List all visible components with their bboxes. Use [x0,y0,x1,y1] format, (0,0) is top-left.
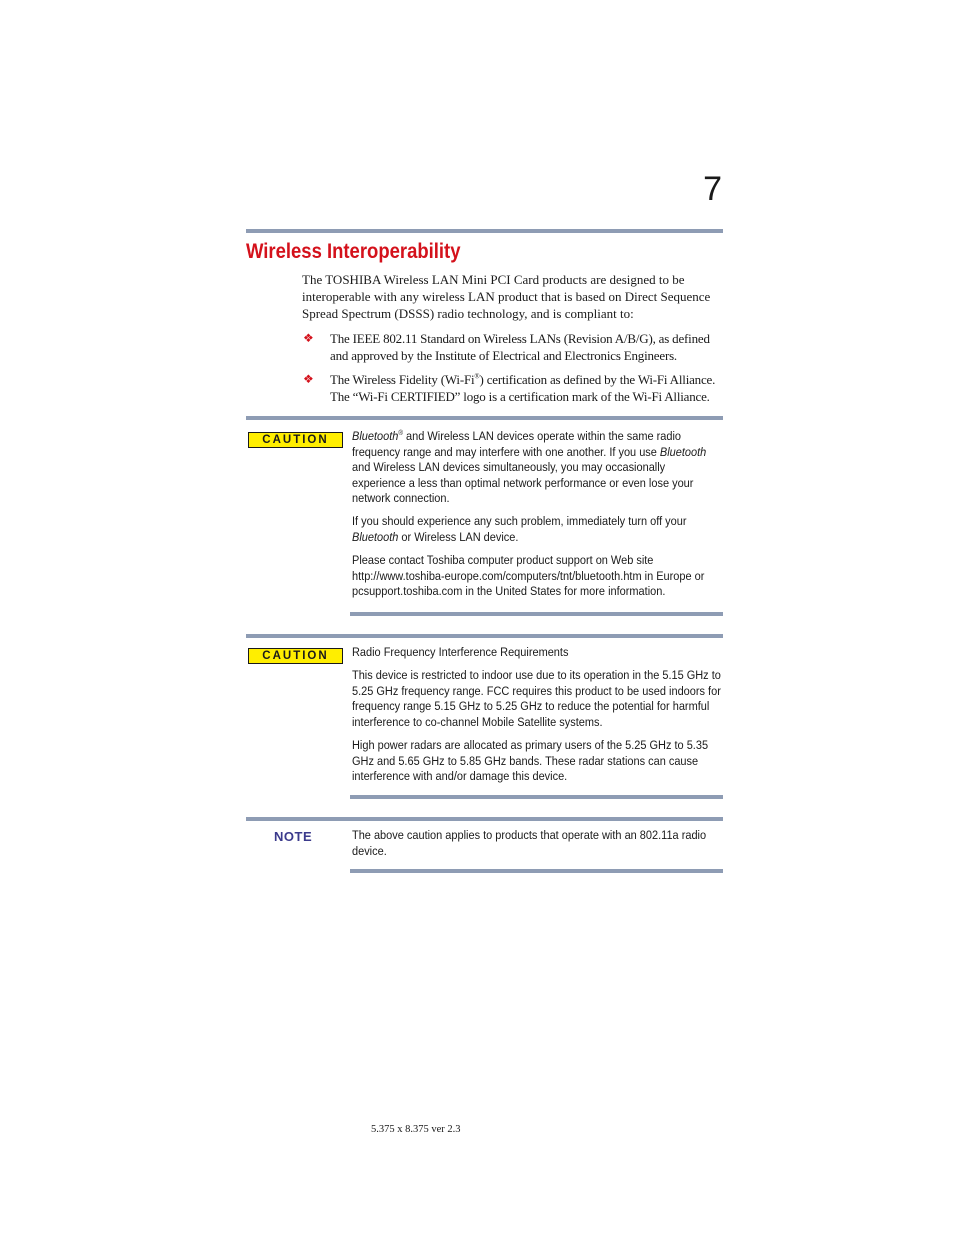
caution2-paragraph-2: High power radars are allocated as primary users of the 5.25 GHz to 5.35 GHz and 5.65 GHz to 5.85 GHz bands. These radar stations can cause interference with and/or damage this device. [352,737,709,784]
caution-badge: CAUTION [248,432,343,448]
note-paragraph: The above caution applies to products that operate with an 802.11a radio device. [352,828,707,858]
bullet-icon: ❖ [303,331,314,345]
caution2-bottom-rule [350,795,723,799]
page-footer: 5.375 x 8.375 ver 2.3 [371,1124,461,1135]
bullet-text-end: ) certification as defined by the Wi-Fi Alliance. The “Wi-Fi CERTIFIED” logo is a certification mark of the Wi-Fi Alliance. [330,372,716,404]
caution1-top-rule [246,416,723,420]
caution1-p1-end: and Wireless LAN devices simultaneously, you may occasionally experience a less than optimal network performance or even lose your network connection. [352,460,694,506]
note-top-rule [246,817,723,821]
note-text [352,828,721,867]
caution2-heading: Radio Frequency Interference Requirements [352,645,569,659]
caution1-paragraph-1 [352,429,721,507]
registered-mark: ® [398,429,404,437]
caution2-text [352,645,721,792]
caution1-p1-mid: and Wireless LAN devices operate within the same radio frequency range and may interfere with one another. If you use [352,429,682,459]
caution1-text [352,429,721,607]
note-bottom-rule [350,869,723,873]
top-rule [246,229,723,233]
registered-mark: ® [474,372,480,381]
bluetooth-term: Bluetooth [659,444,707,459]
caution1-bottom-rule [350,612,723,616]
bullet-icon: ❖ [303,372,314,386]
bullet-text-start: The Wireless Fidelity (Wi-Fi [330,372,475,387]
bullet-item-ieee: The IEEE 802.11 Standard on Wireless LANs (Revision A/B/G), as defined and approved by the Institute of Electrical and Electronics Engineers. [330,331,710,363]
section-title: Wireless Interoperability [246,240,461,263]
bluetooth-term: Bluetooth [352,429,399,443]
caution2-paragraph-1: This device is restricted to indoor use due to its operation in the 5.15 GHz to 5.25 GHz frequency range. FCC requires this product to be used indoors for frequency range 5.15 GHz to 5.25 GHz to reduce the potential for harmful interference to co-channel Mobile Satellite systems. [352,668,721,729]
page-number: 7 [703,170,722,208]
bluetooth-term: Bluetooth [352,530,399,545]
caution1-p2-start: If you should experience any such problem, immediately turn off your [352,514,687,529]
caution2-top-rule [246,634,723,638]
bullet-item-wifi [330,371,726,405]
caution1-paragraph-3: Please contact Toshiba computer product support on Web site http://www.toshiba-europe.com/computers/tnt/bluetooth.htm in Europe or pcsupport.toshiba.com in the United States for more information. [352,553,705,599]
caution1-p2-end: or Wireless LAN device. [398,530,519,545]
caution-badge: CAUTION [248,648,343,664]
caution1-paragraph-2 [352,514,721,545]
intro-paragraph: The TOSHIBA Wireless LAN Mini PCI Card products are designed to be interoperable with any wireless LAN product that is based on Direct Sequence Spread Spectrum (DSSS) radio technology, and is compliant to: [302,272,711,321]
note-label: NOTE [274,829,313,844]
